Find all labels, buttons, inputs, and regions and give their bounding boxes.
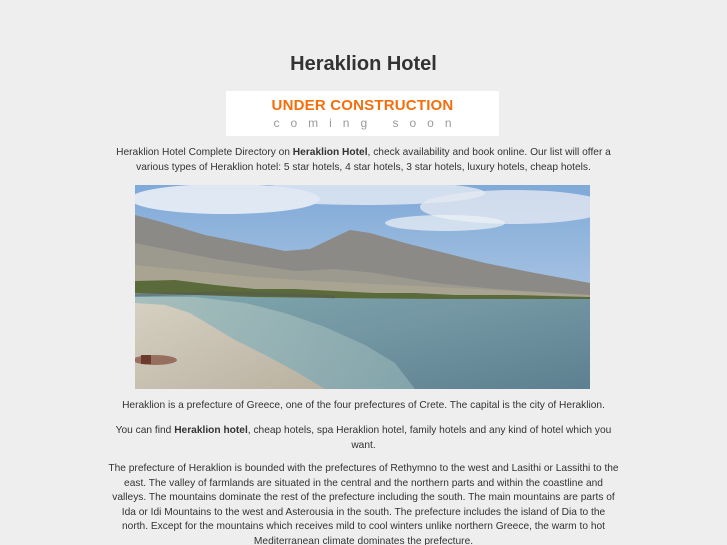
under-construction-text: UNDER CONSTRUCTION (271, 97, 454, 114)
find-text-start: You can find (115, 425, 175, 436)
find-text-end: , cheap hotels, spa Heraklion hotel, family hotels and any kind of hotel which you want. (247, 425, 612, 451)
find-keyword: Heraklion hotel (174, 425, 248, 436)
geography-paragraph: The prefecture of Heraklion is bounded with the prefectures of Rethymno to the west and Lasithi or Lassithi to the east. The valley of farmlands are situated in the central and the northern parts and within the coastline and valleys. The mountains dominate the rest of the prefecture including the south. The main mountains are parts of Ida or Idi Mountains to the west and Asterousia in the south. The prefecture includes the island of Dia to the north. Except for the mountains which receives mild to cool winters unlike northern Greece, the warm to hot Mediterranean climate dominates the prefecture. (108, 463, 619, 545)
intro-paragraph (113, 146, 614, 175)
page-title: Heraklion Hotel (290, 53, 437, 75)
find-hotel-paragraph (113, 424, 614, 453)
beach-photo (135, 185, 590, 389)
intro-text-end: , check availability and book online. Our list will offer a various types of Heraklion hotel: 5 star hotels, 4 star hotels, 3 star hotels, luxury hotels, cheap hotels. (136, 147, 611, 173)
intro-keyword: Heraklion Hotel (292, 147, 368, 158)
prefecture-paragraph: Heraklion is a prefecture of Greece, one of the four prefectures of Crete. The capital is the city of Heraklion. (122, 400, 605, 411)
coming-soon-text: coming soon (273, 116, 463, 130)
intro-text-start: Heraklion Hotel Complete Directory on (116, 147, 293, 158)
under-construction-banner (226, 91, 499, 136)
